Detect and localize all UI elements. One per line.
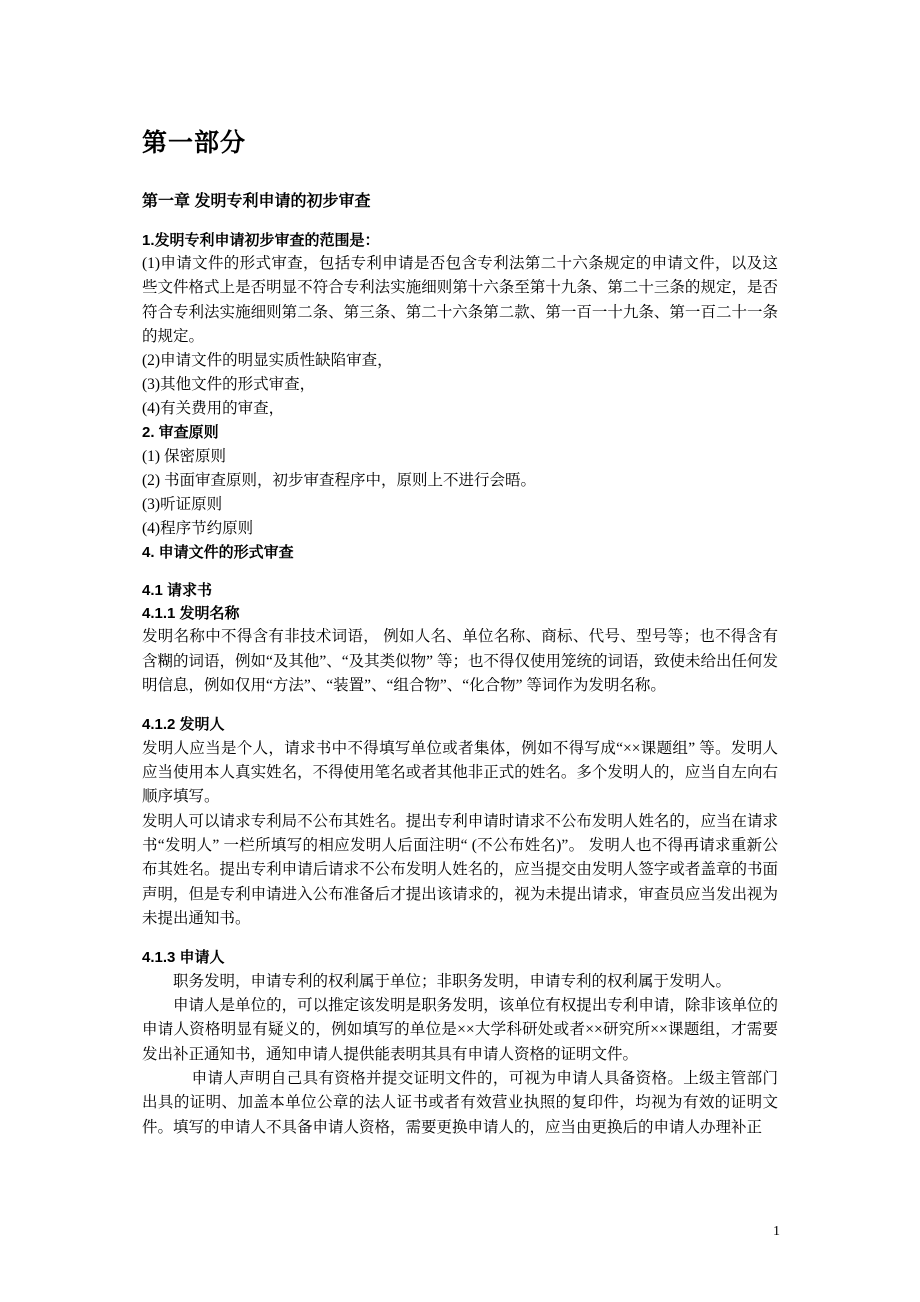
spacer: [142, 564, 778, 579]
subsection-4-1-1-paragraph: 发明名称中不得含有非技术词语， 例如人名、单位名称、商标、代号、型号等；也不得含有含糊的词语，例如“及其他”、“及其类似物” 等；也不得仅使用笼统的词语，致使未给出任何发明信息，例如仅用“方法”、“装置”、“组合物”、“化合物” 等词作为发明名称。: [142, 628, 778, 695]
subsection-4-1-3-paragraph-3: 申请人声明自己具有资格并提交证明文件的，可视为申请人具备资格。上级主管部门出具的证明、加盖本单位公章的法人证书或者有效营业执照的复印件，均视为有效的证明文件。填写的申请人不具备申请人资格，需要更换申请人的，应当由更换后的申请人办理补正: [142, 1069, 778, 1136]
subsection-4-1-heading: 4.1 请求书: [142, 581, 213, 599]
spacer: [142, 698, 778, 713]
subsection-4-1-3-heading: 4.1.3 申请人: [142, 949, 225, 967]
page-number: 1: [773, 1224, 780, 1239]
section-1-line-2: (2)申请文件的明显实质性缺陷审查，: [142, 352, 393, 370]
chapter-heading: 第一章 发明专利申请的初步审查: [142, 193, 371, 210]
section-1-line-1: (1)申请文件的形式审查，包括专利申请是否包含专利法第二十六条规定的申请文件，以及这些文件格式上是否明显不符合专利法实施细则第十六条至第十九条、第二十三条的规定，是否符合专利法实施细则第二条、第三条、第二十六条第二款、第一百一十九条、第一百二十一条的规定。: [142, 255, 778, 346]
subsection-4-1-2-paragraph-2: 发明人可以请求专利局不公布其姓名。提出专利申请时请求不公布发明人姓名的，应当在请求书“发明人” 一栏所填写的相应发明人后面注明“ (不公布姓名)”。 发明人也不得再请求重新公布其姓名。提出专利申请后请求不公布发明人姓名的，应当提交由发明人签字或者盖章的书面声明，但是专利申请进入公布准备后才提出该请求的，视为未提出请求，审查员应当发出视为未提出通知书。: [142, 812, 778, 927]
section-2-line-2: (2) 书面审查原则，初步审查程序中，原则上不进行会晤。: [142, 471, 536, 489]
subsection-4-1-3-paragraph-2: 申请人是单位的，可以推定该发明是职务发明，该单位有权提出专利申请，除非该单位的申请人资格明显有疑义的，例如填写的单位是××大学科研处或者××研究所××课题组，才需要发出补正通知书，通知申请人提供能表明其具有申请人资格的证明文件。: [142, 996, 778, 1063]
section-1-line-4: (4)有关费用的审查，: [142, 400, 285, 418]
section-4-heading: 4. 申请文件的形式审查: [142, 543, 294, 561]
section-2-heading: 2. 审查原则: [142, 424, 219, 442]
page-title: 第一部分: [142, 129, 247, 157]
subsection-4-1-1-heading: 4.1.1 发明名称: [142, 605, 240, 623]
section-2-line-1: (1) 保密原则: [142, 447, 226, 465]
section-2-line-4: (4)程序节约原则: [142, 519, 254, 537]
section-1-line-3: (3)其他文件的形式审查，: [142, 376, 316, 394]
section-1-heading: 1.发明专利申请初步审查的范围是：: [142, 231, 380, 249]
section-2-line-3: (3)听证原则: [142, 495, 223, 513]
subsection-4-1-3-paragraph-1: 职务发明，申请专利的权利属于单位；非职务发明，申请专利的权利属于发明人。: [173, 972, 732, 990]
subsection-4-1-2-paragraph-1: 发明人应当是个人，请求书中不得填写单位或者集体，例如不得写成“××课题组” 等。发明人应当使用本人真实姓名，不得使用笔名或者其他非正式的姓名。多个发明人的，应当自左向右顺序填写。: [142, 739, 778, 806]
subsection-4-1-2-heading: 4.1.2 发明人: [142, 716, 225, 734]
spacer: [142, 931, 778, 946]
